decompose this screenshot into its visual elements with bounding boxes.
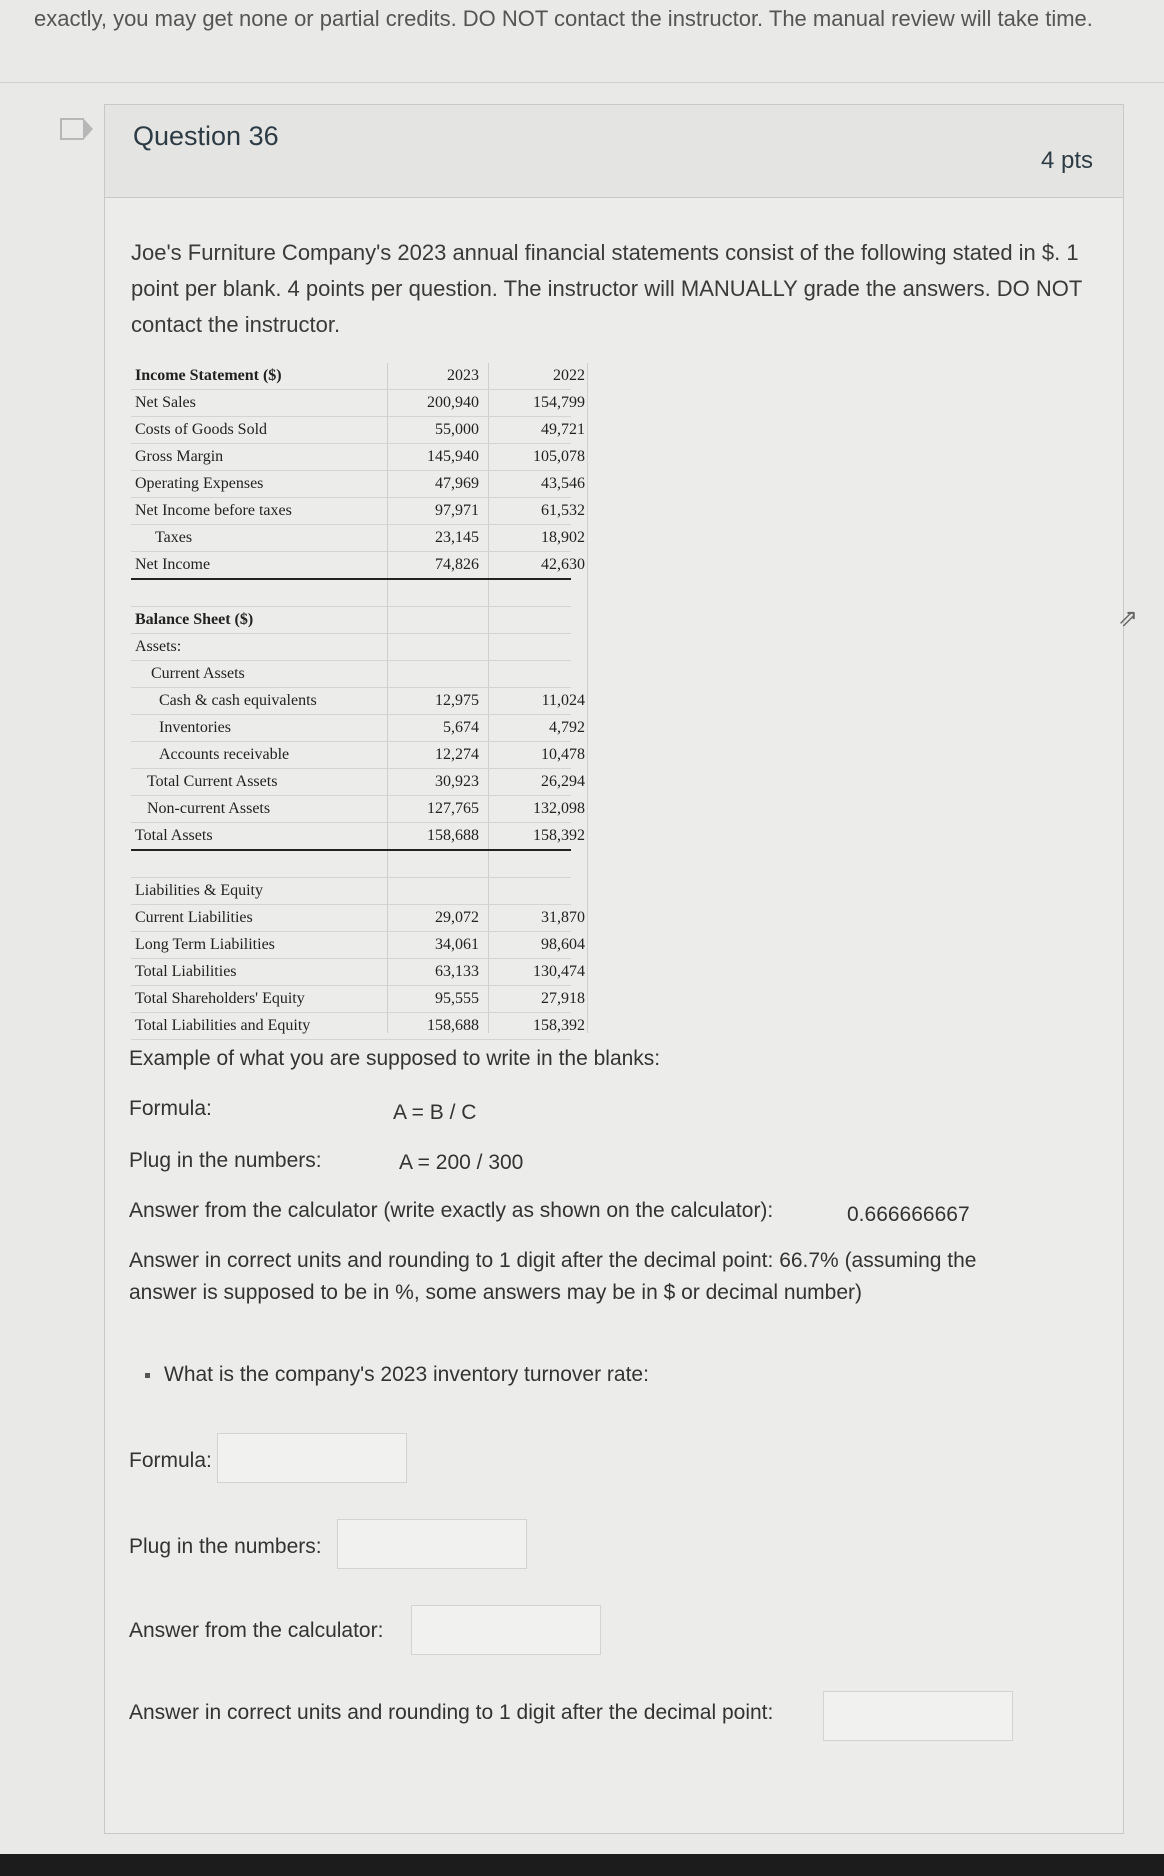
value-2022: 130,474 [533, 963, 585, 980]
row-label: Net Sales [135, 394, 196, 411]
screen-bezel [0, 1854, 1164, 1876]
row-label: Long Term Liabilities [135, 936, 275, 953]
table-row [131, 823, 585, 851]
value-2022: 132,098 [533, 800, 585, 817]
value-2022: 43,546 [541, 475, 585, 492]
table-row [131, 1013, 585, 1040]
table-row [131, 932, 585, 959]
table-row [131, 525, 585, 552]
value-2022: 158,392 [533, 827, 585, 844]
table-row [131, 634, 571, 661]
value-2022: 49,721 [541, 421, 585, 438]
value-2023: 95,555 [435, 990, 479, 1007]
example-calc-label: Answer from the calculator (write exactly as shown on the calculator): [129, 1199, 774, 1222]
table-row [131, 769, 585, 796]
calculator-answer-input[interactable] [411, 1605, 601, 1655]
rounded-answer-label: Answer in correct units and rounding to 1 digit after the decimal point: [129, 1701, 774, 1724]
table-row [131, 390, 585, 417]
value-2022: 11,024 [541, 692, 585, 709]
value-2022: 18,902 [541, 529, 585, 546]
value-2023: 12,975 [435, 692, 479, 709]
value-2022: 27,918 [541, 990, 585, 1007]
question-points: 4 pts [1040, 147, 1093, 174]
example-formula-value: A = B / C [393, 1101, 477, 1124]
value-2023: 158,688 [427, 1017, 479, 1034]
plug-numbers-label: Plug in the numbers: [129, 1535, 322, 1558]
example-plug-label: Plug in the numbers: [129, 1149, 322, 1172]
value-2022: 158,392 [533, 1017, 585, 1034]
row-label: Cash & cash equivalents [159, 692, 317, 709]
plug-numbers-input[interactable] [337, 1519, 527, 1569]
row-label: Non-current Assets [147, 800, 271, 817]
year-2022-label: 2022 [553, 367, 585, 384]
value-2023: 158,688 [427, 827, 479, 844]
table-row [131, 742, 585, 769]
table-row-spacer [131, 580, 571, 607]
bullet-icon [145, 1373, 150, 1378]
table-row [131, 552, 585, 580]
table-row [131, 471, 585, 498]
value-2023: 74,826 [435, 556, 479, 573]
table-row [131, 905, 585, 932]
row-label: Total Assets [135, 827, 213, 844]
table-row-spacer [131, 851, 571, 878]
table-row [131, 688, 585, 715]
row-label: Operating Expenses [135, 475, 264, 492]
table-row [131, 417, 585, 444]
financial-statements-table [131, 363, 585, 1040]
value-2022: 42,630 [541, 556, 585, 573]
row-label: Net Income before taxes [135, 502, 292, 519]
example-units-line2: answer is supposed to be in %, some answers may be in $ or decimal number) [129, 1281, 863, 1304]
value-2022: 26,294 [541, 773, 585, 790]
table-row [131, 715, 585, 742]
value-2023: 97,971 [435, 502, 479, 519]
liabilities-equity-header: Liabilities & Equity [135, 882, 263, 899]
table-row [131, 498, 585, 525]
example-formula-label: Formula: [129, 1097, 212, 1120]
row-label: Total Liabilities and Equity [135, 1017, 311, 1034]
row-label: Current Liabilities [135, 909, 253, 926]
divider [0, 82, 1164, 83]
value-2023: 63,133 [435, 963, 479, 980]
task-prompt-text: What is the company's 2023 inventory turnover rate: [164, 1363, 649, 1386]
row-label: Inventories [159, 719, 231, 736]
question-title: Question 36 [133, 121, 279, 151]
rounded-answer-input[interactable] [823, 1691, 1013, 1741]
value-2023: 200,940 [427, 394, 479, 411]
mouse-cursor-icon: ⇗ [1117, 605, 1138, 632]
income-statement-header: Income Statement ($) [135, 367, 282, 384]
table-row [131, 796, 585, 823]
table-row [131, 986, 585, 1013]
flag-question-icon[interactable] [60, 118, 84, 140]
table-row [131, 661, 571, 688]
value-2022: 31,870 [541, 909, 585, 926]
example-heading: Example of what you are supposed to write in the blanks: [129, 1047, 661, 1070]
table-row [131, 959, 585, 986]
value-2023: 127,765 [427, 800, 479, 817]
row-label: Accounts receivable [159, 746, 290, 763]
value-2022: 10,478 [541, 746, 585, 763]
current-assets-label: Current Assets [151, 665, 245, 682]
example-calc-value: 0.666666667 [847, 1203, 970, 1226]
question-card [104, 104, 1124, 1834]
value-2022: 154,799 [533, 394, 585, 411]
value-2023: 23,145 [435, 529, 479, 546]
example-units-line1: Answer in correct units and rounding to 1 digit after the decimal point: 66.7% (assuming the [129, 1249, 977, 1272]
row-label: Total Liabilities [135, 963, 237, 980]
instructions-banner: exactly, you may get none or partial credits. DO NOT contact the instructor. The manual review will take time. [34, 6, 1093, 31]
year-2023-label: 2023 [447, 367, 479, 384]
assets-label: Assets: [135, 638, 182, 655]
value-2022: 98,604 [541, 936, 585, 953]
value-2023: 5,674 [443, 719, 479, 736]
row-label: Taxes [155, 529, 193, 546]
value-2023: 34,061 [435, 936, 479, 953]
value-2023: 30,923 [435, 773, 479, 790]
row-label: Net Income [135, 556, 211, 573]
value-2023: 145,940 [427, 448, 479, 465]
table-row [131, 444, 585, 471]
formula-input[interactable] [217, 1433, 407, 1483]
row-label: Total Shareholders' Equity [135, 990, 305, 1007]
question-intro: Joe's Furniture Company's 2023 annual financial statements consist of the following stated in $. 1 point per blank. 4 points per question. The instructor will MANUALLY grade the answers. DO NOT contact the instructor. [131, 240, 1082, 337]
table-row [131, 607, 571, 634]
row-label: Total Current Assets [147, 773, 278, 790]
row-label: Gross Margin [135, 448, 224, 465]
value-2022: 4,792 [549, 719, 585, 736]
task-prompt [145, 1363, 649, 1387]
value-2023: 12,274 [435, 746, 479, 763]
value-2023: 55,000 [435, 421, 479, 438]
example-plug-value: A = 200 / 300 [399, 1151, 524, 1174]
table-row [131, 878, 571, 905]
value-2023: 47,969 [435, 475, 479, 492]
balance-sheet-header: Balance Sheet ($) [135, 611, 254, 628]
question-header [105, 105, 1123, 198]
value-2022: 105,078 [533, 448, 585, 465]
value-2023: 29,072 [435, 909, 479, 926]
row-label: Costs of Goods Sold [135, 421, 268, 438]
value-2022: 61,532 [541, 502, 585, 519]
formula-label: Formula: [129, 1449, 212, 1472]
table-row [131, 363, 585, 390]
calculator-answer-label: Answer from the calculator: [129, 1619, 384, 1642]
